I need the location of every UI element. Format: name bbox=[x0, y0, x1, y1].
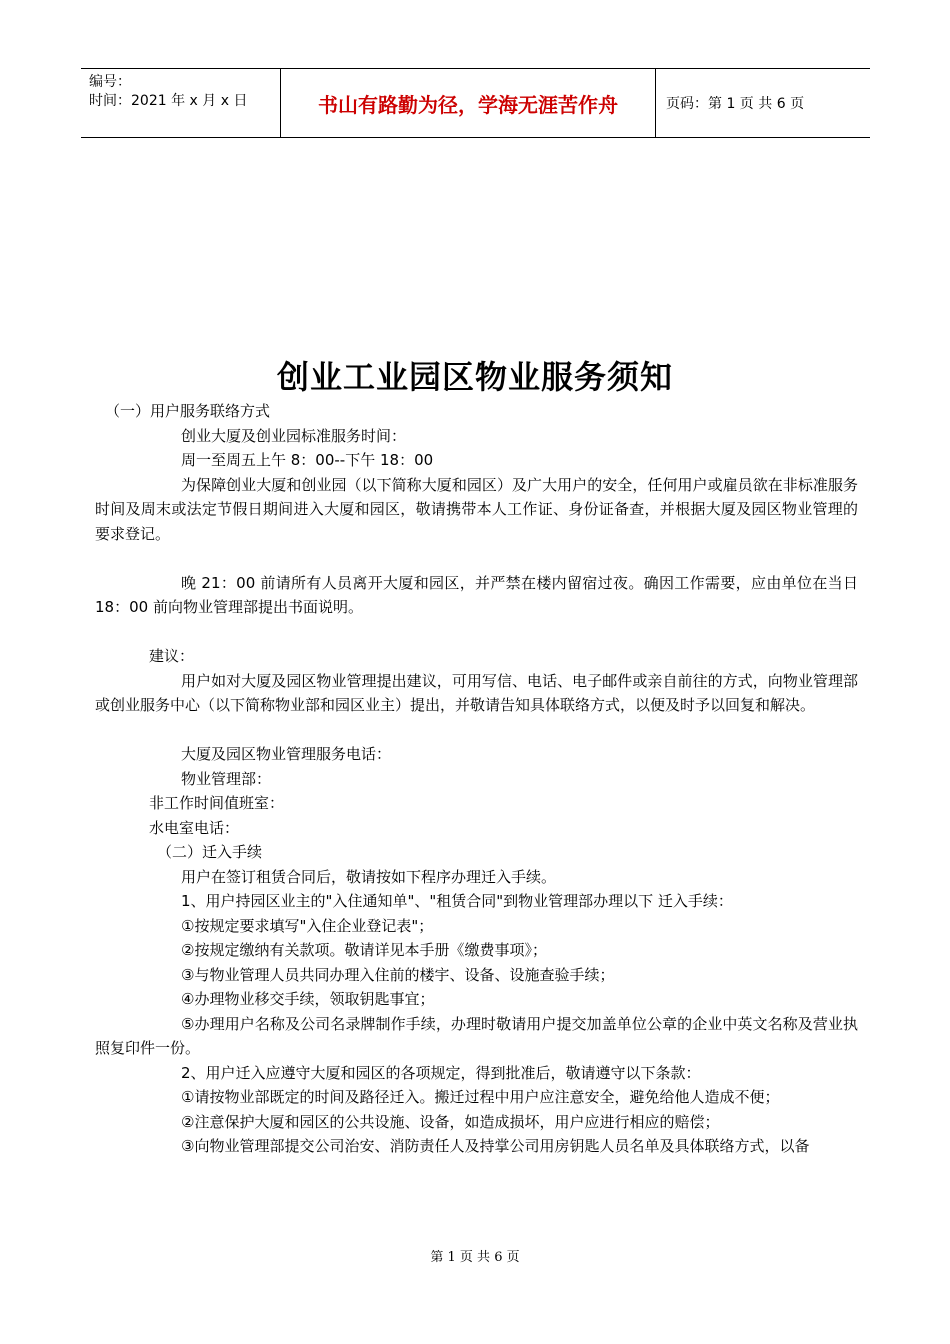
paragraph: 周一至周五上午 8：00--下午 18：00 bbox=[181, 451, 434, 469]
paragraph: 1、用户持园区业主的"入住通知单"、"租赁合同"到物业管理部办理以下 迁入手续： bbox=[181, 892, 733, 910]
paragraph: 大厦及园区物业管理服务电话： bbox=[181, 745, 392, 763]
section-heading-1: （一）用户服务联络方式 bbox=[105, 402, 271, 420]
paragraph: 用户如对大厦及园区物业管理提出建议，可用写信、电话、电子邮件或亲自前往的方式，向物业管理部或创业服务中心（以下简称物业部和园区业主）提出，并敬请告知具体联络方式，以便及时予以回复和解决。 bbox=[95, 671, 858, 714]
list-item: ④办理物业移交手续，领取钥匙事宜； bbox=[181, 990, 435, 1008]
time-label: 时间：2021 年 x 月 x 日 bbox=[89, 93, 248, 109]
document-title: 创业工业园区物业服务须知 bbox=[276, 358, 673, 396]
list-item: ②注意保护大厦和园区的公共设施、设备，如造成损坏，用户应进行相应的赔偿； bbox=[181, 1112, 720, 1131]
list-item: ②按规定缴纳有关款项。敬请详见本手册《缴费事项》； bbox=[181, 941, 547, 959]
header-page-info: 页码：第 1 页 共 6 页 bbox=[666, 96, 805, 112]
page-header bbox=[81, 68, 870, 138]
paragraph: 用户在签订租赁合同后，敬请按如下程序办理迁入手续。 bbox=[181, 867, 557, 886]
header-meta bbox=[81, 69, 281, 137]
paragraph: 创业大厦及创业园标准服务时间： bbox=[181, 426, 407, 445]
list-item: ①按规定要求填写"入住企业登记表"； bbox=[181, 916, 434, 935]
paragraph: 2、用户迁入应遵守大厦和园区的各项规定，得到批准后，敬请遵守以下条款： bbox=[181, 1063, 701, 1082]
spacer bbox=[95, 718, 858, 743]
paragraph: 为保障创业大厦和创业园（以下简称大厦和园区）及广大用户的安全，任何用户或雇员欲在非标准服务时间及周末或法定节假日期间进入大厦和园区，敬请携带本人工作证、身份证备查，并根据大厦及园区物业管理的要求登记。 bbox=[95, 475, 858, 543]
number-label: 编号： bbox=[89, 74, 131, 90]
section-heading-2: （二）迁入手续 bbox=[157, 843, 263, 861]
paragraph: 建议： bbox=[149, 647, 195, 665]
list-item: ⑤办理用户名称及公司名录牌制作手续，办理时敬请用户提交加盖单位公章的企业中英文名称及营业执照复印件一份。 bbox=[95, 1014, 858, 1057]
paragraph: 水电室电话： bbox=[149, 818, 240, 837]
spacer bbox=[95, 546, 858, 571]
list-item: ①请按物业部既定的时间及路径迁入。搬迁过程中用户应注意安全，避免给他人造成不便； bbox=[181, 1088, 780, 1106]
page-footer: 第 1 页 共 6 页 bbox=[430, 1250, 520, 1265]
paragraph: 晚 21：00 前请所有人员离开大厦和园区，并严禁在楼内留宿过夜。确因工作需要，应由单位在当日 18：00 前向物业管理部提出书面说明。 bbox=[95, 573, 863, 616]
paragraph: 物业管理部： bbox=[181, 769, 272, 788]
list-item: ③向物业管理部提交公司治安、消防责任人及持掌公司用房钥匙人员名单及具体联络方式，以备 bbox=[181, 1137, 810, 1155]
list-item: ③与物业管理人员共同办理入住前的楼宇、设备、设施查验手续； bbox=[181, 965, 615, 984]
document-body bbox=[95, 399, 863, 1159]
header-motto: 书山有路勤为径，学海无涯苦作舟 bbox=[281, 69, 656, 137]
paragraph: 非工作时间值班室： bbox=[149, 794, 285, 812]
spacer bbox=[95, 620, 858, 645]
